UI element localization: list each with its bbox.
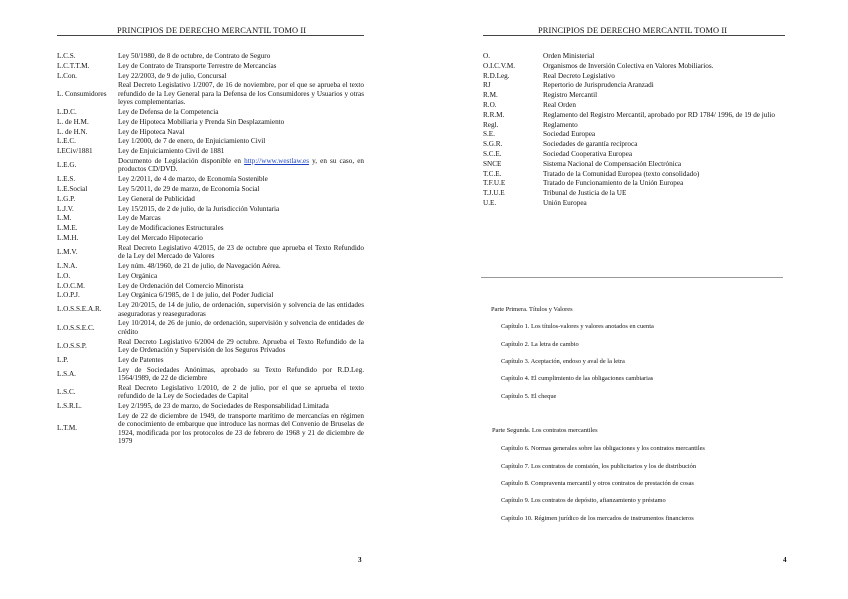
abbreviation-term: L.O. bbox=[57, 271, 71, 280]
abbreviation-row bbox=[483, 62, 785, 72]
abbreviation-row bbox=[57, 356, 364, 366]
abbreviation-row bbox=[483, 81, 785, 91]
abbreviation-term: L. de H.N. bbox=[57, 127, 88, 136]
abbreviation-definition: Ley 50/1980, de 8 de octubre, de Contrato de Seguro bbox=[118, 52, 271, 60]
abbreviation-term: L.S.C. bbox=[57, 387, 76, 396]
abbreviation-row bbox=[57, 244, 364, 262]
abbreviation-definition: Sociedades de garantía recíproca bbox=[543, 140, 638, 149]
abbreviation-term: L.N.A. bbox=[57, 261, 78, 270]
page-header-title: PRINCIPIOS DE DERECHO MERCANTIL TOMO II bbox=[538, 26, 728, 35]
abbreviation-row bbox=[57, 118, 364, 128]
abbreviation-row bbox=[483, 121, 785, 131]
abbreviation-definition: Sociedad Europea bbox=[543, 130, 596, 139]
abbreviation-definition bbox=[118, 157, 364, 175]
abbreviation-row bbox=[483, 150, 785, 160]
toc-chapter[interactable]: Capítulo 9. Los contratos de depósito, afianzamiento y préstamo bbox=[501, 497, 666, 504]
abbreviation-definition: Ley de Marcas bbox=[118, 214, 161, 223]
abbreviation-term: L.P. bbox=[57, 355, 69, 364]
abbreviation-definition: Ley de Contrato de Transporte Terrestre de Mercancías bbox=[118, 61, 277, 70]
abbreviation-row bbox=[57, 384, 364, 402]
abbreviation-term: L.E.C. bbox=[57, 137, 76, 146]
abbreviation-row bbox=[57, 262, 364, 272]
abbreviation-definition: Ley 20/2015, de 14 de julio, de ordenación, supervisión y solvencia de las entidades aseguradoras y reaseguradoras bbox=[118, 301, 364, 318]
abbreviation-definition: Ley de Enjuiciamiento Civil de 1881 bbox=[118, 147, 225, 156]
toc-chapter[interactable]: Capítulo 7. Los contratos de comisión, los publicitarios y los de distribución bbox=[501, 463, 697, 470]
abbreviation-row bbox=[483, 179, 785, 189]
abbreviation-term: U.E. bbox=[483, 198, 497, 207]
abbreviation-definition: Ley núm. 48/1960, de 21 de julio, de Navegación Aérea. bbox=[118, 261, 281, 270]
abbreviation-definition: Real Decreto Legislativo 4/2015, de 23 de octubre que aprueba el Texto Refundido de la Ley del Mercado de Valores bbox=[118, 243, 364, 261]
abbreviation-term: L.S.A. bbox=[57, 369, 76, 378]
abbreviation-row bbox=[57, 291, 364, 301]
abbreviation-term: R.R.M. bbox=[483, 110, 505, 119]
toc-chapter[interactable]: Capítulo 2. La letra de cambio bbox=[501, 341, 579, 348]
abbreviation-row bbox=[57, 338, 364, 356]
definition-text: y, en su caso, en productos CD/DVD. bbox=[118, 156, 365, 174]
abbreviation-definition: Unión Europea bbox=[543, 198, 587, 207]
abbreviation-term: S.C.E. bbox=[483, 149, 502, 158]
abbreviation-row bbox=[57, 272, 364, 282]
abbreviation-term: Regl. bbox=[483, 120, 499, 129]
abbreviation-row bbox=[57, 402, 364, 412]
abbreviation-definition: Ley 2/2011, de 4 de marzo, de Economía Sostenible bbox=[118, 175, 268, 184]
toc-chapter[interactable]: Capítulo 4. El cumplimiento de las obligaciones cambiarias bbox=[501, 375, 654, 382]
abbreviation-definition: Ley de Sociedades Anónimas, aprobado su Texto Refundido por R.D.Leg. 1564/1989, de 22 de diciembre bbox=[118, 365, 364, 382]
abbreviations-table bbox=[483, 52, 785, 209]
abbreviation-definition: Real Orden bbox=[543, 100, 576, 109]
abbreviation-definition: Ley 1/2000, de 7 de enero, de Enjuiciamiento Civil bbox=[118, 137, 266, 146]
abbreviation-row bbox=[57, 234, 364, 244]
abbreviation-definition: Ley Orgánica 6/1985, de 1 de julio, del Poder Judicial bbox=[118, 291, 274, 300]
page-number: 3 bbox=[358, 556, 362, 564]
abbreviation-term: R.M. bbox=[483, 91, 498, 100]
abbreviation-row bbox=[483, 52, 785, 62]
toc-chapter[interactable]: Capítulo 6. Normas generales sobre las obligaciones y los contratos mercantiles bbox=[501, 445, 705, 452]
abbreviation-term: L.O.S.S.P. bbox=[57, 341, 87, 350]
abbreviation-row bbox=[483, 101, 785, 111]
abbreviation-term: S.E. bbox=[483, 130, 495, 139]
abbreviation-row bbox=[57, 366, 364, 384]
abbreviation-term: L.E.Social bbox=[57, 184, 88, 193]
abbreviation-row bbox=[483, 140, 785, 150]
abbreviation-term: L.C.T.T.M. bbox=[57, 61, 90, 70]
abbreviation-term: L.G.P. bbox=[57, 194, 76, 203]
abbreviation-definition: Ley de Hipoteca Mobiliaria y Prenda Sin Desplazamiento bbox=[118, 117, 285, 126]
toc-chapter[interactable]: Capítulo 1. Los títulos-valores y valores anotados en cuenta bbox=[501, 323, 654, 330]
abbreviation-row bbox=[483, 160, 785, 170]
abbreviation-definition: Ley de Ordenación del Comercio Minorista bbox=[118, 281, 244, 290]
right-page bbox=[424, 0, 848, 599]
abbreviation-term: L.J.V. bbox=[57, 204, 74, 213]
abbreviation-definition: Orden Ministerial bbox=[543, 52, 595, 60]
abbreviation-term: L. Consumidores bbox=[57, 89, 107, 98]
abbreviation-term: L.M.V. bbox=[57, 247, 78, 256]
abbreviation-row bbox=[483, 91, 785, 101]
abbreviation-definition: Real Decreto Legislativo 1/2007, de 16 de noviembre, por el que se aprueba el texto refundido de la Ley General para la Defensa de los Consumidores y Usuarios y otras leyes complementarias. bbox=[118, 81, 364, 107]
abbreviation-definition: Real Decreto Legislativo 6/2004 de 29 octubre. Aprueba el Texto Refundido de la Ley de Ordenación y Supervisión de los Seguros Privados bbox=[118, 337, 364, 354]
abbreviation-definition: Real Decreto Legislativo bbox=[543, 71, 615, 80]
abbreviation-term: T.F.U.E bbox=[483, 179, 506, 188]
abbreviation-term: L.T.M. bbox=[57, 424, 78, 433]
abbreviation-row bbox=[57, 72, 364, 82]
abbreviation-term: O.I.C.V.M. bbox=[483, 61, 516, 70]
header-rule bbox=[57, 35, 364, 36]
abbreviation-term: L.O.C.M. bbox=[57, 281, 85, 290]
abbreviation-definition: Reglamento bbox=[543, 120, 578, 129]
abbreviation-row bbox=[57, 137, 364, 147]
abbreviation-term: L.Con. bbox=[57, 71, 77, 80]
abbreviation-row bbox=[483, 189, 785, 199]
abbreviation-definition: Tratado de Funcionamiento de la Unión Europea bbox=[543, 179, 684, 188]
abbreviation-term: O. bbox=[483, 52, 490, 60]
abbreviation-row bbox=[483, 170, 785, 180]
abbreviation-term: L.O.S.S.E.C. bbox=[57, 323, 95, 332]
abbreviation-term: L.O.P.J. bbox=[57, 291, 80, 300]
abbreviation-term: T.C.E. bbox=[483, 169, 502, 178]
abbreviation-term: L.C.S. bbox=[57, 52, 76, 60]
abbreviation-row bbox=[483, 130, 785, 140]
abbreviation-definition: Tratado de la Comunidad Europea (texto consolidado) bbox=[543, 169, 700, 178]
abbreviation-row bbox=[483, 111, 785, 121]
abbreviation-definition: Organismos de Inversión Colectiva en Valores Mobiliarios. bbox=[543, 61, 714, 70]
abbreviation-row bbox=[57, 52, 364, 62]
abbreviation-term: L.M.E. bbox=[57, 224, 78, 233]
abbreviation-definition: Real Decreto Legislativo 1/2010, de 2 de julio, por el que se aprueba el texto refundido de la Ley de Sociedades de Capital bbox=[118, 383, 364, 401]
toc-chapter[interactable]: Capítulo 10. Régimen jurídico de los mercados de instrumentos financieros bbox=[501, 515, 694, 522]
abbreviation-definition: Repertorio de Jurisprudencia Aranzadi bbox=[543, 81, 654, 90]
abbreviation-row bbox=[57, 81, 364, 108]
abbreviation-row bbox=[57, 282, 364, 292]
abbreviation-term: L.M.H. bbox=[57, 233, 79, 242]
abbreviation-row bbox=[57, 205, 364, 215]
abbreviation-row bbox=[483, 72, 785, 82]
abbreviation-definition: Ley de Patentes bbox=[118, 355, 164, 364]
abbreviation-term: R.D.Leg. bbox=[483, 71, 510, 80]
abbreviation-row bbox=[57, 147, 364, 157]
abbreviation-row bbox=[57, 214, 364, 224]
abbreviation-term: L. de H.M. bbox=[57, 117, 89, 126]
abbreviation-definition: Ley 10/2014, de 26 de junio, de ordenación, supervisión y solvencia de entidades de crédito bbox=[118, 319, 364, 336]
page-number: 4 bbox=[783, 556, 787, 564]
abbreviation-definition: Ley de Modificaciones Estructurales bbox=[118, 224, 224, 233]
abbreviation-term: L.O.S.S.E.A.R. bbox=[57, 305, 102, 314]
abbreviation-definition: Ley de Defensa de la Competencia bbox=[118, 108, 219, 116]
abbreviation-row bbox=[57, 195, 364, 205]
abbreviation-term: L.E.G. bbox=[57, 161, 77, 170]
abbreviation-row bbox=[483, 199, 785, 209]
toc-part-title: Parte Primera. Títulos y Valores bbox=[491, 306, 573, 313]
abbreviation-term: SNCE bbox=[483, 159, 502, 168]
abbreviation-row bbox=[57, 128, 364, 138]
abbreviation-term: LECiv/1881 bbox=[57, 147, 93, 156]
abbreviation-row bbox=[57, 108, 364, 118]
abbreviation-definition: Ley 2/1995, de 23 de marzo, de Sociedades de Responsabilidad Limitada bbox=[118, 401, 329, 410]
abbreviation-definition: Ley 5/2011, de 29 de marzo, de Economía Social bbox=[118, 184, 260, 193]
definition-text: Documento de Legislación disponible en bbox=[118, 156, 245, 165]
abbreviation-term: T.J.U.E bbox=[483, 189, 505, 198]
abbreviation-row bbox=[57, 157, 364, 175]
abbreviation-term: S.G.R. bbox=[483, 140, 503, 149]
abbreviations-table bbox=[57, 52, 364, 447]
abbreviation-term: L.D.C. bbox=[57, 108, 77, 116]
header-rule bbox=[483, 35, 785, 36]
abbreviation-definition: Sistema Nacional de Compensación Electrónica bbox=[543, 159, 682, 168]
abbreviation-row bbox=[57, 412, 364, 447]
toc-part-title: Parte Segunda. Los contratos mercantiles bbox=[492, 427, 598, 434]
abbreviation-definition: Ley Orgánica bbox=[118, 271, 158, 280]
abbreviation-definition: Ley del Mercado Hipotecario bbox=[118, 233, 203, 242]
abbreviation-definition: Ley de 22 de diciembre de 1949, de transporte marítimo de mercancías en régimen de conocimiento de embarque que introduce las normas del Convenio de Bruselas de 1924, modificada por los protocolos de 23 de febrero de 1968 y 21 de diciembre de 1979 bbox=[118, 411, 364, 445]
abbreviation-term: L.S.R.L. bbox=[57, 401, 82, 410]
westlaw-link[interactable]: http://www.westlaw.es bbox=[244, 156, 310, 165]
abbreviation-definition: Ley 22/2003, de 9 de julio, Concursal bbox=[118, 71, 227, 80]
section-divider bbox=[481, 277, 783, 278]
toc-chapter[interactable]: Capítulo 8. Compraventa mercantil y otros contratos de prestación de cosas bbox=[501, 480, 694, 487]
toc-chapter[interactable]: Capítulo 3. Aceptación, endoso y aval de la letra bbox=[501, 358, 625, 365]
abbreviation-row bbox=[57, 301, 364, 319]
abbreviation-definition: Ley General de Publicidad bbox=[118, 194, 195, 203]
abbreviation-row bbox=[57, 185, 364, 195]
page-header-title: PRINCIPIOS DE DERECHO MERCANTIL TOMO II bbox=[117, 26, 307, 35]
abbreviation-term: RJ bbox=[483, 81, 491, 90]
abbreviation-row bbox=[57, 224, 364, 234]
abbreviation-row bbox=[57, 62, 364, 72]
abbreviation-definition: Sociedad Cooperativa Europea bbox=[543, 149, 633, 158]
abbreviation-definition: Ley 15/2015, de 2 de julio, de la Jurisdicción Voluntaria bbox=[118, 204, 280, 213]
abbreviation-definition: Registro Mercantil bbox=[543, 91, 598, 100]
abbreviation-definition: Ley de Hipoteca Naval bbox=[118, 127, 185, 136]
abbreviation-definition: Tribunal de Justicia de la UE bbox=[543, 189, 627, 198]
abbreviation-row bbox=[57, 175, 364, 185]
abbreviation-row bbox=[57, 319, 364, 337]
abbreviation-term: L.M. bbox=[57, 214, 72, 223]
abbreviation-term: L.E.S. bbox=[57, 175, 76, 184]
abbreviation-definition: Reglamento del Registro Mercantil, aprobado por RD 1784/ 1996, de 19 de julio bbox=[543, 110, 775, 119]
abbreviation-term: R.O. bbox=[483, 100, 497, 109]
toc-chapter[interactable]: Capítulo 5. El cheque bbox=[501, 393, 557, 400]
